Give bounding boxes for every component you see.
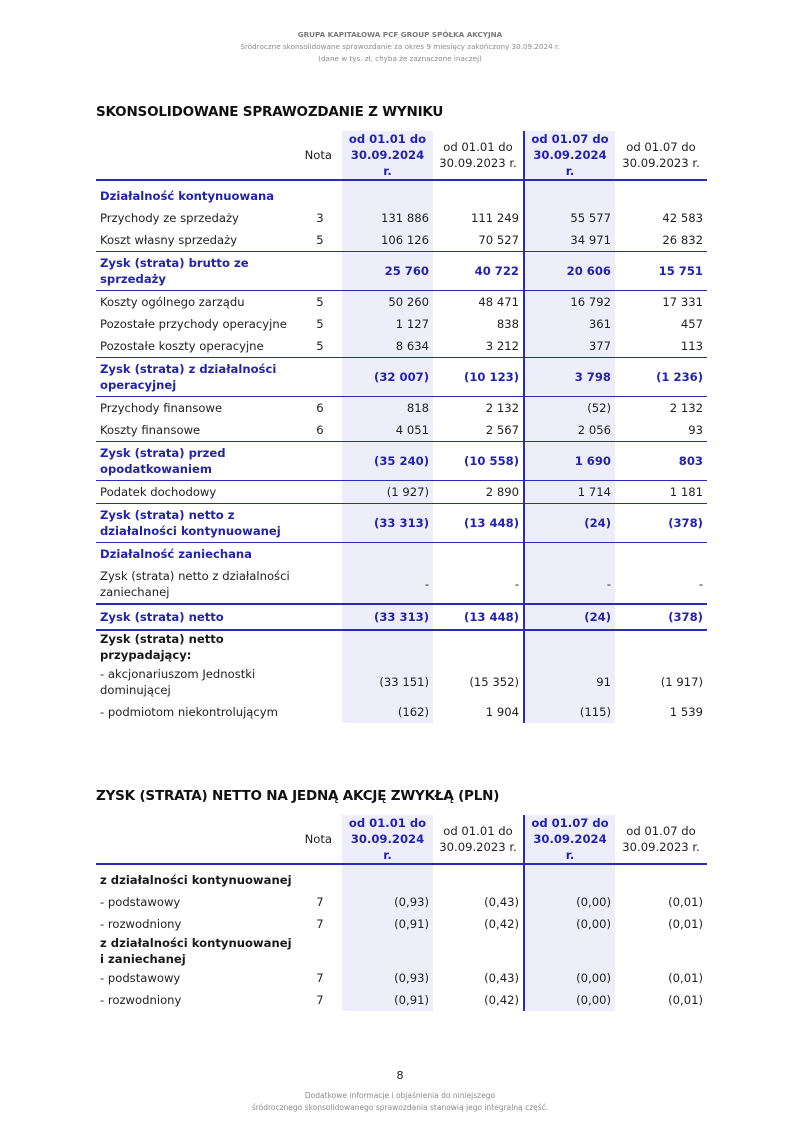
value-9m-2024: 131 886 xyxy=(342,207,433,229)
units-note: (dane w tys. zł, chyba że zaznaczone inaczej) xyxy=(318,54,482,63)
table-row xyxy=(96,481,707,504)
value-9m-2023: 3 212 xyxy=(433,335,524,358)
row-nota: 6 xyxy=(316,423,324,437)
value-9m-2024: (0,91) xyxy=(342,989,433,1011)
table-row xyxy=(96,358,707,397)
value-9m-2023: (10 123) xyxy=(433,358,524,397)
table-row xyxy=(96,543,707,566)
col-header-line: 30.09.2024 r. xyxy=(533,148,607,178)
value-9m-2023: 1 904 xyxy=(433,701,524,723)
row-label: - podstawowy xyxy=(100,895,181,909)
row-nota: 6 xyxy=(316,401,324,415)
value-9m-2023: - xyxy=(433,565,524,604)
value-9m-2024: (1 927) xyxy=(342,481,433,504)
value-9m-2024: 25 760 xyxy=(342,252,433,291)
value-q3-2024: (0,00) xyxy=(524,989,615,1011)
value-9m-2024: 106 126 xyxy=(342,229,433,252)
value-q3-2024: 34 971 xyxy=(524,229,615,252)
value-9m-2024 xyxy=(342,864,433,891)
row-label: - podstawowy xyxy=(100,971,181,985)
row-label: Zysk (strata) z działalności operacyjnej xyxy=(96,358,298,397)
table-row xyxy=(96,207,707,229)
value-q3-2023: 93 xyxy=(688,423,703,437)
value-q3-2024: (115) xyxy=(524,701,615,723)
value-9m-2024 xyxy=(342,935,433,967)
value-9m-2023: 838 xyxy=(433,313,524,335)
value-q3-2023: (0,01) xyxy=(668,971,703,985)
nota-header: Nota xyxy=(298,131,342,180)
table-row xyxy=(96,967,707,989)
row-nota xyxy=(298,935,342,967)
col-header-line: od 01.01 do xyxy=(348,816,427,830)
row-label: - akcjonariuszom Jednostki dominującej xyxy=(100,667,256,697)
column-header-q3-2024 xyxy=(524,131,615,180)
table-row xyxy=(96,419,707,442)
table-row xyxy=(96,291,707,314)
value-q3-2024: (24) xyxy=(524,504,615,543)
value-9m-2023: (13 448) xyxy=(433,604,524,630)
value-q3-2023: 17 331 xyxy=(662,295,703,309)
value-q3-2024: (24) xyxy=(524,604,615,630)
col-header-line: 30.09.2024 r. xyxy=(533,832,607,862)
page-number: 8 xyxy=(396,1069,404,1082)
row-label: - rozwodniony xyxy=(100,917,182,931)
value-q3-2024 xyxy=(524,180,615,207)
table-header-row xyxy=(96,131,707,180)
row-label: Przychody finansowe xyxy=(100,401,223,415)
value-q3-2023 xyxy=(615,543,707,566)
value-9m-2023 xyxy=(433,864,524,891)
row-nota xyxy=(298,442,342,481)
table-row xyxy=(96,864,707,891)
value-q3-2024 xyxy=(524,543,615,566)
value-9m-2023: 2 890 xyxy=(433,481,524,504)
value-q3-2024: (0,00) xyxy=(524,891,615,913)
col-header-line: od 01.01 do xyxy=(443,824,513,838)
table-header-row xyxy=(96,815,707,864)
income-statement-table xyxy=(96,131,707,723)
value-9m-2024: 1 127 xyxy=(342,313,433,335)
value-q3-2024: 3 798 xyxy=(524,358,615,397)
footer-line: Dodatkowe informacje i objaśnienia do niniejszego xyxy=(304,1091,496,1100)
table-row xyxy=(96,442,707,481)
table-row xyxy=(96,604,707,630)
table-row xyxy=(96,504,707,543)
value-9m-2023: (0,42) xyxy=(433,989,524,1011)
value-q3-2023: (378) xyxy=(615,504,707,543)
value-9m-2023 xyxy=(433,630,524,663)
value-q3-2024: 1 690 xyxy=(524,442,615,481)
row-nota xyxy=(298,358,342,397)
row-label: z działalności kontynuowanej xyxy=(100,873,292,887)
column-header-9m-2023 xyxy=(433,131,524,180)
value-q3-2024: 361 xyxy=(524,313,615,335)
value-q3-2023: (1 917) xyxy=(660,675,703,689)
value-9m-2023: 40 722 xyxy=(433,252,524,291)
value-q3-2024: 91 xyxy=(524,663,615,701)
value-q3-2024 xyxy=(524,935,615,967)
value-9m-2023: 70 527 xyxy=(433,229,524,252)
value-9m-2024: (0,93) xyxy=(342,891,433,913)
page-footer xyxy=(0,1090,800,1114)
row-label: Koszty ogólnego zarządu xyxy=(100,295,245,309)
column-header-q3-2023 xyxy=(615,815,707,864)
table-row xyxy=(96,630,707,663)
table-row xyxy=(96,313,707,335)
value-9m-2023 xyxy=(433,180,524,207)
value-9m-2024: (33 313) xyxy=(342,504,433,543)
value-q3-2024: (52) xyxy=(524,397,615,420)
row-label: Zysk (strata) netto przypadający: xyxy=(100,632,224,662)
row-label: Działalność kontynuowana xyxy=(100,189,275,203)
row-nota xyxy=(298,504,342,543)
col-header-line: 30.09.2023 r. xyxy=(439,156,517,170)
value-q3-2023 xyxy=(615,935,707,967)
col-header-line: 30.09.2024 r. xyxy=(350,148,425,178)
value-9m-2024 xyxy=(342,543,433,566)
table-row xyxy=(96,913,707,935)
value-q3-2023: 26 832 xyxy=(662,233,703,247)
row-nota xyxy=(298,180,342,207)
value-q3-2024: (0,00) xyxy=(524,913,615,935)
row-nota: 5 xyxy=(316,233,324,247)
value-q3-2023 xyxy=(615,864,707,891)
value-9m-2024: (0,91) xyxy=(342,913,433,935)
value-9m-2023: (0,43) xyxy=(433,967,524,989)
nota-header: Nota xyxy=(298,815,342,864)
table-row xyxy=(96,397,707,420)
col-header-line: od 01.07 do xyxy=(626,140,696,154)
value-q3-2023: (0,01) xyxy=(668,993,703,1007)
table-row xyxy=(96,891,707,913)
column-header-9m-2024 xyxy=(342,131,433,180)
col-header-line: od 01.07 do xyxy=(531,132,609,146)
value-9m-2024 xyxy=(342,630,433,663)
value-9m-2023 xyxy=(433,935,524,967)
value-q3-2024 xyxy=(524,864,615,891)
table-row xyxy=(96,252,707,291)
value-9m-2024: 50 260 xyxy=(342,291,433,314)
value-9m-2023: 2 567 xyxy=(433,419,524,442)
value-9m-2024: (162) xyxy=(342,701,433,723)
col-header-line: od 01.07 do xyxy=(626,824,696,838)
value-q3-2024: 55 577 xyxy=(524,207,615,229)
row-label: Zysk (strata) przed opodatkowaniem xyxy=(96,442,298,481)
value-q3-2023: 803 xyxy=(615,442,707,481)
value-9m-2024: (33 313) xyxy=(342,604,433,630)
value-q3-2023: (378) xyxy=(615,604,707,630)
col-header-line: od 01.01 do xyxy=(443,140,513,154)
table-row xyxy=(96,180,707,207)
value-q3-2024: 377 xyxy=(524,335,615,358)
value-9m-2023: 2 132 xyxy=(433,397,524,420)
value-q3-2023: (1 236) xyxy=(615,358,707,397)
value-9m-2024: (33 151) xyxy=(342,663,433,701)
value-9m-2023 xyxy=(433,543,524,566)
row-label: Zysk (strata) netto z działalności kontynuowanej xyxy=(96,504,298,543)
page-header xyxy=(0,29,800,65)
row-nota xyxy=(298,630,342,663)
row-nota xyxy=(298,565,342,604)
value-q3-2024: 20 606 xyxy=(524,252,615,291)
value-q3-2023: 42 583 xyxy=(662,211,703,225)
row-label: - rozwodniony xyxy=(100,993,182,1007)
table-row xyxy=(96,663,707,701)
value-q3-2024: - xyxy=(524,565,615,604)
row-label: z działalności kontynuowanej i zaniechanej xyxy=(100,936,292,966)
row-nota xyxy=(298,663,342,701)
value-q3-2023: - xyxy=(698,577,703,591)
value-q3-2024 xyxy=(524,630,615,663)
company-name: GRUPA KAPITAŁOWA PCF GROUP SPÓŁKA AKCYJNA xyxy=(297,30,503,39)
report-title: Śródroczne skonsolidowane sprawozdanie za okres 9 miesięcy zakończony 30.09.2024 r. xyxy=(240,42,560,51)
row-nota xyxy=(298,252,342,291)
value-q3-2023 xyxy=(615,630,707,663)
value-9m-2023: (13 448) xyxy=(433,504,524,543)
value-9m-2024: (35 240) xyxy=(342,442,433,481)
col-header-line: od 01.01 do xyxy=(348,132,427,146)
table-row xyxy=(96,935,707,967)
value-9m-2023: (0,42) xyxy=(433,913,524,935)
table-row xyxy=(96,229,707,252)
table-row xyxy=(96,701,707,723)
row-nota: 7 xyxy=(316,917,324,931)
row-nota xyxy=(298,701,342,723)
value-q3-2024: (0,00) xyxy=(524,967,615,989)
label-header xyxy=(96,815,298,864)
row-nota: 5 xyxy=(316,317,324,331)
row-nota: 7 xyxy=(316,895,324,909)
value-q3-2023: 457 xyxy=(680,317,703,331)
value-q3-2023: 1 539 xyxy=(669,705,703,719)
row-label: - podmiotom niekontrolującym xyxy=(100,705,278,719)
row-nota xyxy=(298,481,342,504)
value-9m-2023: 48 471 xyxy=(433,291,524,314)
col-header-line: od 01.07 do xyxy=(531,816,609,830)
value-9m-2023: (10 558) xyxy=(433,442,524,481)
value-9m-2024: (0,93) xyxy=(342,967,433,989)
row-nota: 7 xyxy=(316,971,324,985)
row-nota: 5 xyxy=(316,295,324,309)
value-q3-2023: 113 xyxy=(680,339,703,353)
table-row xyxy=(96,565,707,604)
eps-table xyxy=(96,815,707,1011)
row-label: Zysk (strata) netto z działalności zaniechanej xyxy=(100,569,290,599)
value-9m-2024: 818 xyxy=(342,397,433,420)
table-row xyxy=(96,335,707,358)
row-label: Podatek dochodowy xyxy=(100,485,217,499)
value-9m-2023: (0,43) xyxy=(433,891,524,913)
value-9m-2024: - xyxy=(342,565,433,604)
value-q3-2024: 1 714 xyxy=(524,481,615,504)
footer-line: śródrocznego skonsolidowanego sprawozdania stanowią jego integralną część. xyxy=(251,1103,549,1112)
col-header-line: 30.09.2024 r. xyxy=(350,832,425,862)
column-header-9m-2023 xyxy=(433,815,524,864)
value-9m-2024: 8 634 xyxy=(342,335,433,358)
col-header-line: 30.09.2023 r. xyxy=(622,156,700,170)
value-q3-2024: 16 792 xyxy=(524,291,615,314)
value-q3-2023: 15 751 xyxy=(615,252,707,291)
row-nota xyxy=(298,543,342,566)
row-nota: 5 xyxy=(316,339,324,353)
table-row xyxy=(96,989,707,1011)
row-nota xyxy=(298,604,342,630)
row-nota: 7 xyxy=(316,993,324,1007)
row-label: Pozostałe koszty operacyjne xyxy=(100,339,264,353)
row-label: Koszty finansowe xyxy=(100,423,201,437)
column-header-9m-2024 xyxy=(342,815,433,864)
value-q3-2023 xyxy=(615,180,707,207)
col-header-line: 30.09.2023 r. xyxy=(622,840,700,854)
value-9m-2024 xyxy=(342,180,433,207)
value-q3-2023: 1 181 xyxy=(669,485,703,499)
label-header xyxy=(96,131,298,180)
value-q3-2023: 2 132 xyxy=(669,401,703,415)
value-9m-2024: 4 051 xyxy=(342,419,433,442)
value-9m-2023: 111 249 xyxy=(433,207,524,229)
col-header-line: 30.09.2023 r. xyxy=(439,840,517,854)
row-label: Działalność zaniechana xyxy=(100,547,252,561)
value-9m-2023: (15 352) xyxy=(433,663,524,701)
row-label: Przychody ze sprzedaży xyxy=(100,211,239,225)
column-header-q3-2023 xyxy=(615,131,707,180)
row-nota: 3 xyxy=(316,211,324,225)
value-9m-2024: (32 007) xyxy=(342,358,433,397)
income-statement-title: SKONSOLIDOWANE SPRAWOZDANIE Z WYNIKU xyxy=(96,104,444,120)
row-label: Zysk (strata) netto xyxy=(96,604,298,630)
column-header-q3-2024 xyxy=(524,815,615,864)
value-q3-2023: (0,01) xyxy=(668,895,703,909)
row-label: Zysk (strata) brutto ze sprzedaży xyxy=(96,252,298,291)
row-label: Koszt własny sprzedaży xyxy=(100,233,238,247)
row-nota xyxy=(298,864,342,891)
eps-title: ZYSK (STRATA) NETTO NA JEDNĄ AKCJĘ ZWYKŁĄ (PLN) xyxy=(96,788,500,804)
row-label: Pozostałe przychody operacyjne xyxy=(100,317,287,331)
value-q3-2023: (0,01) xyxy=(668,917,703,931)
value-q3-2024: 2 056 xyxy=(524,419,615,442)
